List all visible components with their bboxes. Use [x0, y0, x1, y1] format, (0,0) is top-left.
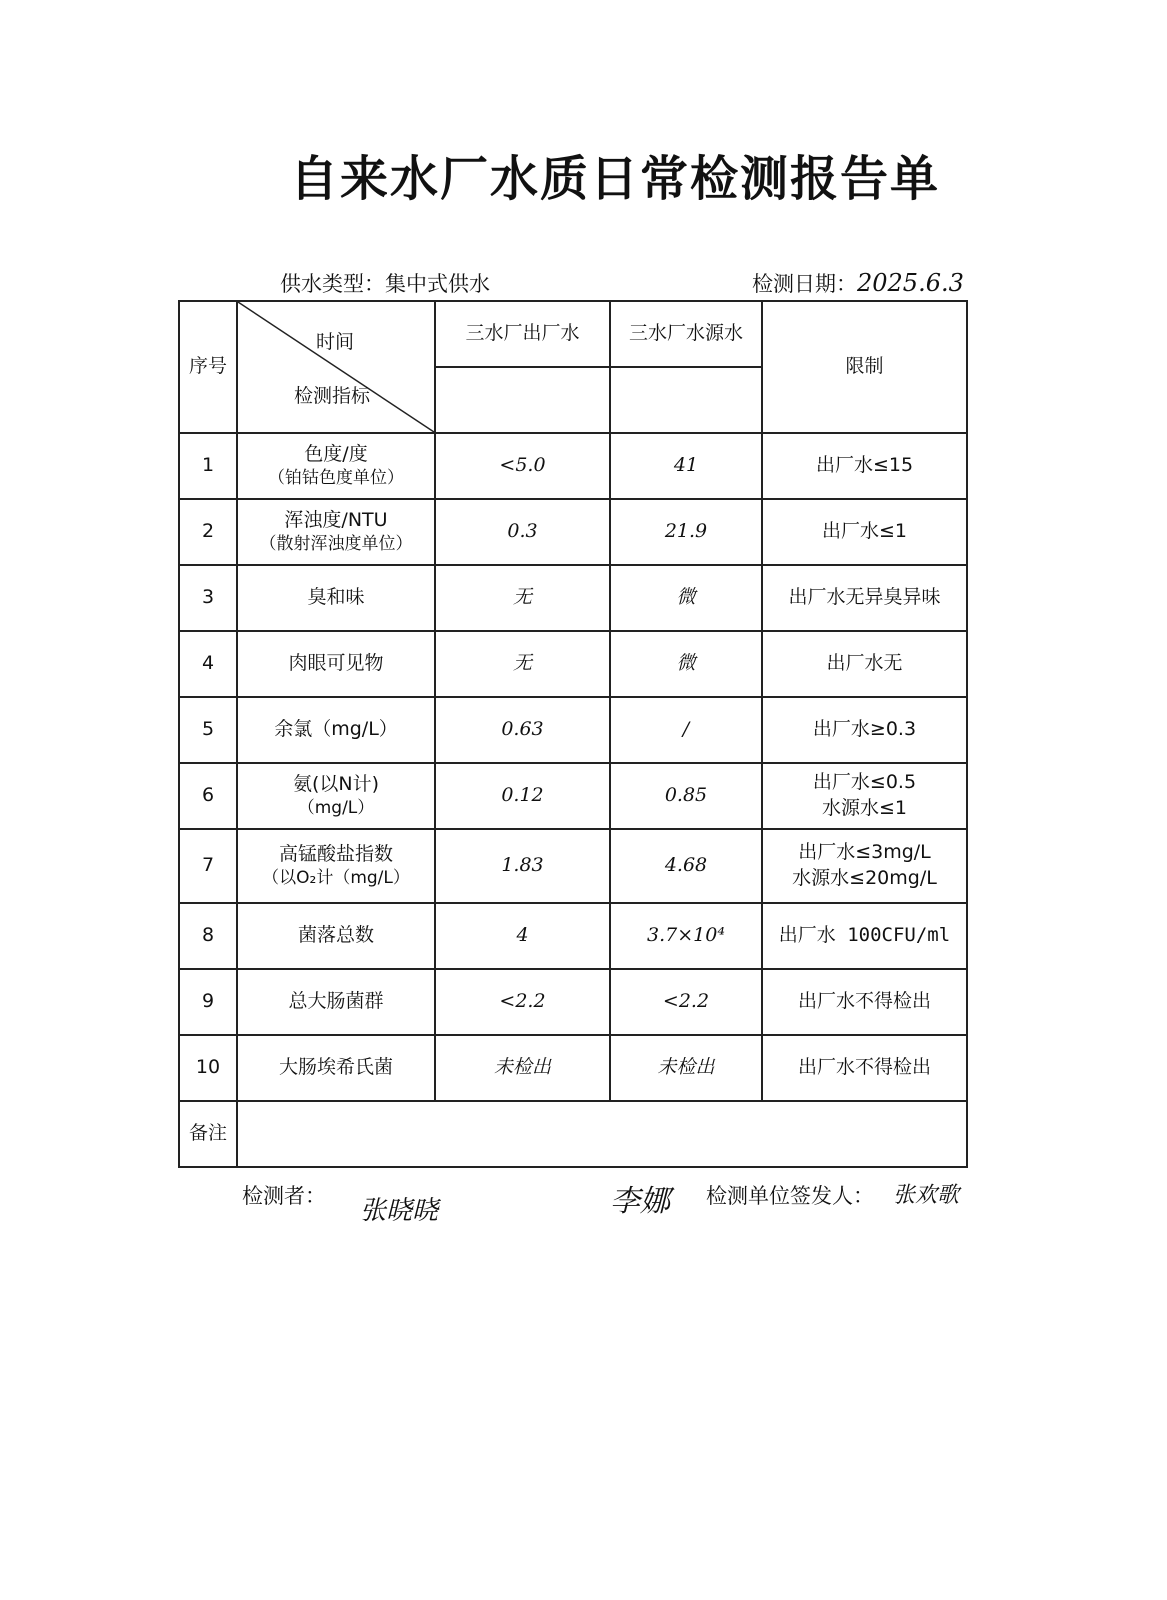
indicator-name: 菌落总数 [297, 924, 374, 947]
row-no: 10 [179, 1035, 237, 1101]
outlet-value: <5.0 [435, 433, 610, 499]
row-no: 4 [179, 631, 237, 697]
source-value: <2.2 [610, 969, 762, 1035]
outlet-value: 未检出 [435, 1035, 610, 1101]
outlet-value: 1.83 [435, 829, 610, 903]
limit-value: 出厂水不得检出 [762, 1035, 967, 1101]
limit-line-1: 出厂水≤3mg/L [798, 841, 931, 864]
limit-line-1: 出厂水≤0.5 [812, 771, 917, 794]
limit-line-2: 水源水≤20mg/L [792, 867, 937, 889]
row-no: 8 [179, 903, 237, 969]
report-title: 自来水厂水质日常检测报告单 [289, 151, 940, 207]
limit-line-2: 水源水≤1 [821, 797, 907, 819]
limit-value: 出厂水无异臭异味 [762, 565, 967, 631]
limit-value: 出厂水无 [762, 631, 967, 697]
indicator-name: 色度/度 [304, 442, 368, 465]
table-row [179, 829, 967, 903]
limit-value [762, 763, 967, 829]
row-indicator [237, 829, 435, 903]
source-value: 3.7×10⁴ [610, 903, 762, 969]
indicator-name: 氨(以N计) [292, 772, 380, 795]
source-value: 4.68 [610, 829, 762, 903]
indicator-name: 肉眼可见物 [288, 652, 384, 675]
limit-value: 出厂水 100CFU/ml [762, 903, 967, 969]
table-row [179, 697, 967, 763]
row-no: 5 [179, 697, 237, 763]
row-no: 1 [179, 433, 237, 499]
limit-value: 出厂水≤15 [762, 433, 967, 499]
source-value: 微 [610, 631, 762, 697]
limit-value [762, 829, 967, 903]
indicator-sub: （mg/L） [297, 798, 375, 819]
table-row [179, 631, 967, 697]
table-row [179, 763, 967, 829]
middle-signature: 李娜 [610, 1184, 670, 1219]
outlet-value: <2.2 [435, 969, 610, 1035]
outlet-value: 无 [435, 565, 610, 631]
indicator-name: 臭和味 [307, 586, 365, 609]
source-value: / [610, 697, 762, 763]
supply-type-value: 集中式供水 [385, 272, 490, 296]
row-indicator [237, 565, 435, 631]
test-date-label: 检测日期： [752, 272, 857, 296]
header-outlet: 三水厂出厂水 [435, 301, 610, 367]
table-row [179, 969, 967, 1035]
supply-type [280, 268, 490, 298]
header-source: 三水厂水源水 [610, 301, 762, 367]
header-time: 时间 [316, 331, 355, 353]
tester-label: 检测者： [242, 1184, 326, 1208]
test-date [752, 268, 964, 298]
remarks-row [179, 1101, 967, 1167]
header-source-blank [610, 367, 762, 433]
row-indicator [237, 969, 435, 1035]
row-indicator [237, 1035, 435, 1101]
outlet-value: 4 [435, 903, 610, 969]
header-diagonal-cell [237, 301, 435, 433]
indicator-name: 高锰酸盐指数 [278, 842, 393, 865]
row-no: 9 [179, 969, 237, 1035]
header-limit: 限制 [762, 301, 967, 433]
indicator-name: 浑浊度/NTU [284, 508, 388, 531]
outlet-value: 0.63 [435, 697, 610, 763]
header-indicator: 检测指标 [294, 385, 371, 407]
outlet-value: 0.3 [435, 499, 610, 565]
header-seq: 序号 [179, 301, 237, 433]
issuer-label: 检测单位签发人： [706, 1184, 874, 1208]
indicator-name: 大肠埃希氏菌 [278, 1056, 393, 1079]
limit-value: 出厂水≤1 [762, 499, 967, 565]
diagonal-line [238, 302, 434, 432]
indicator-name: 余氯（mg/L） [274, 718, 398, 741]
row-no: 3 [179, 565, 237, 631]
row-indicator [237, 499, 435, 565]
row-indicator [237, 903, 435, 969]
remarks-label: 备注 [179, 1101, 237, 1167]
row-no: 7 [179, 829, 237, 903]
row-no: 2 [179, 499, 237, 565]
remarks-content [237, 1101, 967, 1167]
row-no: 6 [179, 763, 237, 829]
source-value: 微 [610, 565, 762, 631]
row-indicator [237, 433, 435, 499]
issuer-signature: 张欢歌 [893, 1183, 960, 1208]
outlet-value: 0.12 [435, 763, 610, 829]
source-value: 未检出 [610, 1035, 762, 1101]
outlet-value: 无 [435, 631, 610, 697]
report-table [178, 300, 968, 1168]
indicator-sub: （以O₂计（mg/L） [262, 868, 410, 889]
supply-type-label: 供水类型： [280, 272, 385, 296]
row-indicator [237, 763, 435, 829]
indicator-sub: （铂钴色度单位） [268, 468, 404, 489]
source-value: 41 [610, 433, 762, 499]
header-outlet-blank [435, 367, 610, 433]
table-row [179, 433, 967, 499]
table-row [179, 565, 967, 631]
test-date-value: 2025.6.3 [857, 269, 964, 297]
indicator-sub: （散射浑浊度单位） [259, 534, 413, 555]
indicator-name: 总大肠菌群 [288, 990, 384, 1013]
limit-value: 出厂水≥0.3 [762, 697, 967, 763]
row-indicator [237, 697, 435, 763]
table-row [179, 499, 967, 565]
source-value: 0.85 [610, 763, 762, 829]
tester-signature: 张晓晓 [360, 1196, 439, 1226]
row-indicator [237, 631, 435, 697]
limit-value: 出厂水不得检出 [762, 969, 967, 1035]
table-row [179, 1035, 967, 1101]
table-row [179, 903, 967, 969]
source-value: 21.9 [610, 499, 762, 565]
